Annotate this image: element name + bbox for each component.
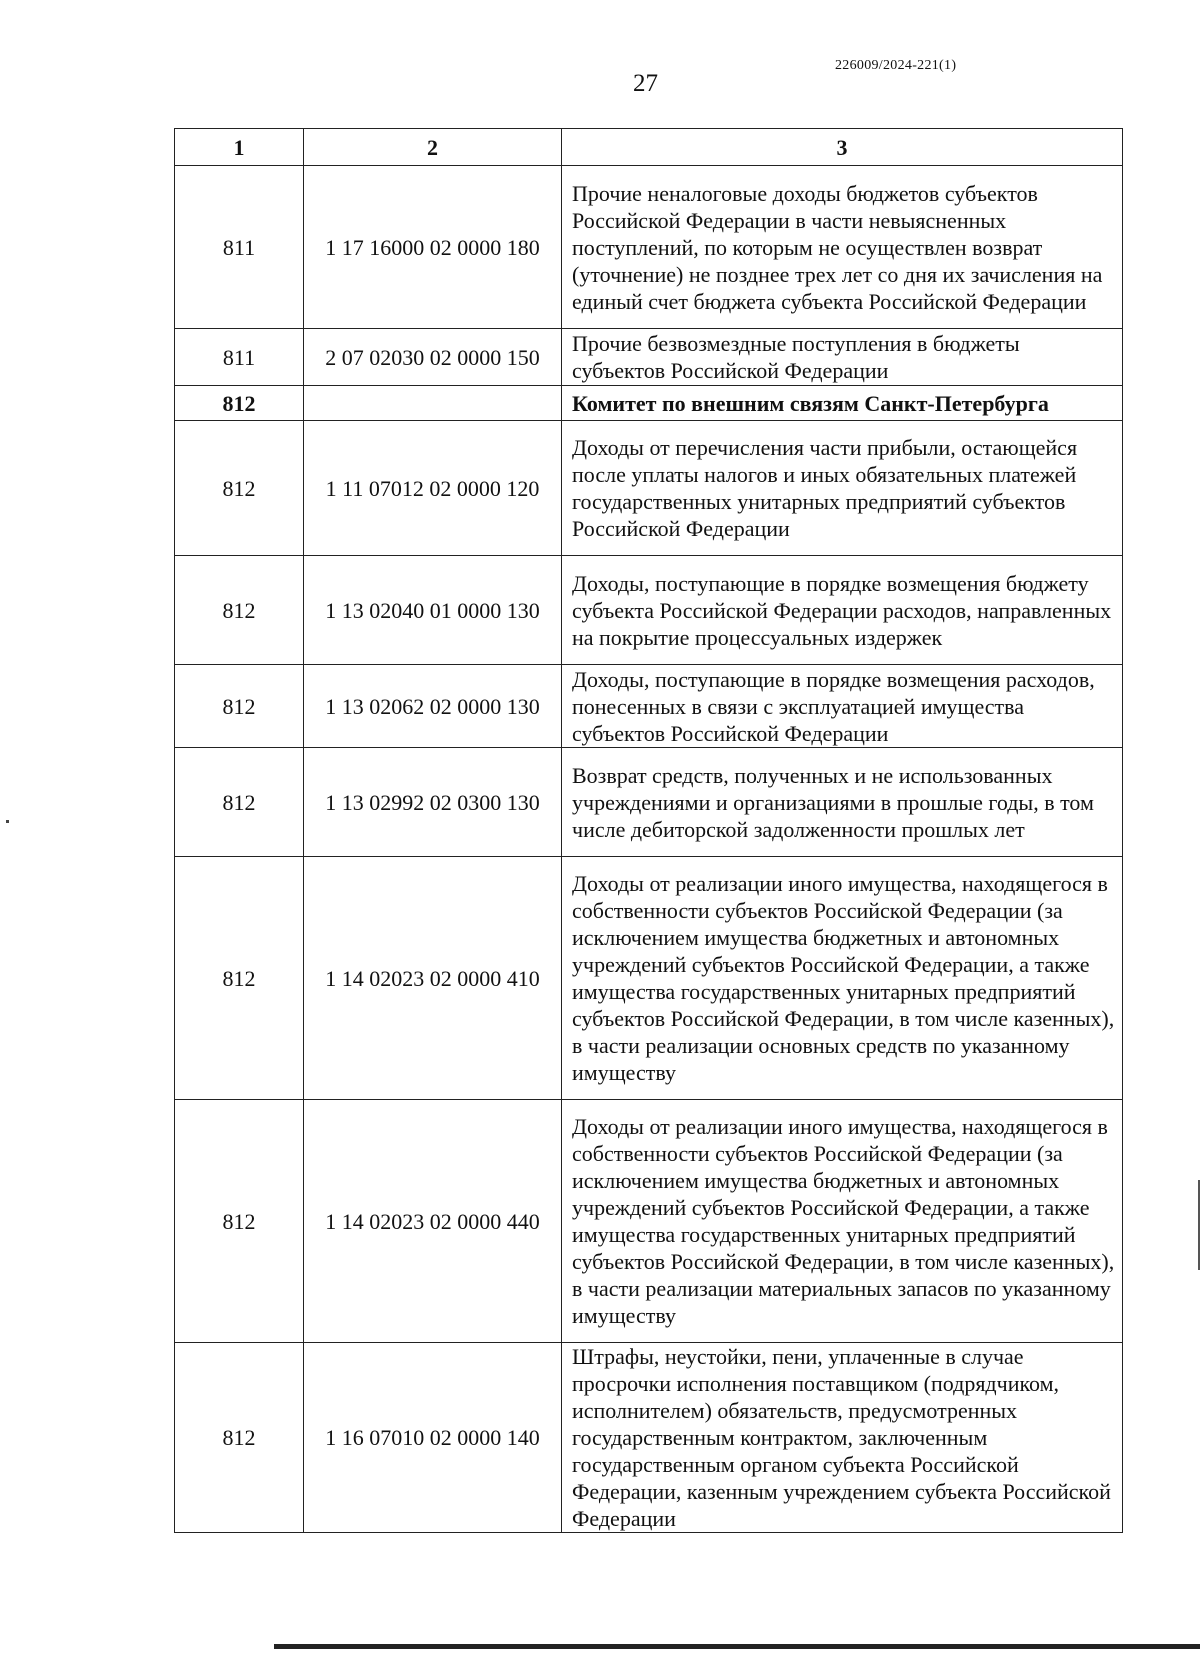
kbk-code-cell: 2 07 02030 02 0000 150: [304, 329, 562, 386]
table-row: [175, 857, 1123, 1100]
kbk-code-cell: 1 14 02023 02 0000 440: [304, 1100, 562, 1343]
description-cell: Доходы от перечисления части прибыли, остающейся после уплаты налогов и иных обязательных платежей государственных унитарных предприятий субъектов Российской Федерации: [562, 421, 1123, 556]
kbk-code-cell: 1 16 07010 02 0000 140: [304, 1343, 562, 1533]
column-header-3: 3: [562, 129, 1123, 166]
description-cell: Доходы, поступающие в порядке возмещения бюджету субъекта Российской Федерации расходов, направленных на покрытие процессуальных издержек: [562, 556, 1123, 665]
admin-code-cell: 812: [175, 665, 304, 748]
description-cell: Прочие безвозмездные поступления в бюджеты субъектов Российской Федерации: [562, 329, 1123, 386]
revenue-codes-table: [174, 128, 1123, 1533]
page-number: 27: [633, 70, 658, 97]
kbk-code-cell: 1 14 02023 02 0000 410: [304, 857, 562, 1100]
admin-code-cell: 812: [175, 1100, 304, 1343]
kbk-code-cell: 1 17 16000 02 0000 180: [304, 166, 562, 329]
scan-speck: [6, 820, 9, 823]
column-header-2: 2: [304, 129, 562, 166]
description-cell: Штрафы, неустойки, пени, уплаченные в случае просрочки исполнения поставщиком (подрядчиком, исполнителем) обязательств, предусмотренных государственным контрактом, заключенным государственным органом субъекта Российской Федерации, казенным учреждением субъекта Российской Федерации: [562, 1343, 1123, 1533]
table-row: [175, 556, 1123, 665]
table-row: [175, 421, 1123, 556]
admin-code-cell: 811: [175, 166, 304, 329]
document-id: 226009/2024-221(1): [835, 58, 957, 73]
description-cell: Доходы, поступающие в порядке возмещения расходов, понесенных в связи с эксплуатацией имущества субъектов Российской Федерации: [562, 665, 1123, 748]
column-header-1: 1: [175, 129, 304, 166]
scan-bottom-edge: [274, 1644, 1200, 1649]
table-row: [175, 665, 1123, 748]
description-cell: Доходы от реализации иного имущества, находящегося в собственности субъектов Российской Федерации (за исключением имущества бюджетных и автономных учреждений субъектов Российской Федерации, а также имущества государственных унитарных предприятий субъектов Российской Федерации, в том числе казенных), в части реализации основных средств по указанному имуществу: [562, 857, 1123, 1100]
kbk-code-cell: 1 13 02992 02 0300 130: [304, 748, 562, 857]
description-cell: Возврат средств, полученных и не использованных учреждениями и организациями в прошлые годы, в том числе дебиторской задолженности прошлых лет: [562, 748, 1123, 857]
kbk-code-cell: 1 11 07012 02 0000 120: [304, 421, 562, 556]
admin-code-cell: 811: [175, 329, 304, 386]
admin-code-cell: 812: [175, 748, 304, 857]
table-row: [175, 748, 1123, 857]
admin-code-cell: 812: [175, 1343, 304, 1533]
table-row: [175, 1100, 1123, 1343]
admin-code-cell: 812: [175, 386, 304, 421]
table-row: [175, 1343, 1123, 1533]
table-header-row: [175, 129, 1123, 166]
description-cell: Прочие неналоговые доходы бюджетов субъектов Российской Федерации в части невыясненных поступлений, по которым не осуществлен возврат (уточнение) не позднее трех лет со дня их зачисления на единый счет бюджета субъекта Российской Федерации: [562, 166, 1123, 329]
kbk-code-cell: 1 13 02062 02 0000 130: [304, 665, 562, 748]
admin-code-cell: 812: [175, 421, 304, 556]
table-row: [175, 166, 1123, 329]
kbk-code-cell: 1 13 02040 01 0000 130: [304, 556, 562, 665]
section-header-row: [175, 386, 1123, 421]
description-cell: Доходы от реализации иного имущества, находящегося в собственности субъектов Российской Федерации (за исключением имущества бюджетных и автономных учреждений субъектов Российской Федерации, а также имущества государственных унитарных предприятий субъектов Российской Федерации, в том числе казенных), в части реализации материальных запасов по указанному имуществу: [562, 1100, 1123, 1343]
kbk-code-cell: [304, 386, 562, 421]
section-title-cell: Комитет по внешним связям Санкт-Петербурга: [562, 386, 1123, 421]
admin-code-cell: 812: [175, 857, 304, 1100]
table-row: [175, 329, 1123, 386]
admin-code-cell: 812: [175, 556, 304, 665]
